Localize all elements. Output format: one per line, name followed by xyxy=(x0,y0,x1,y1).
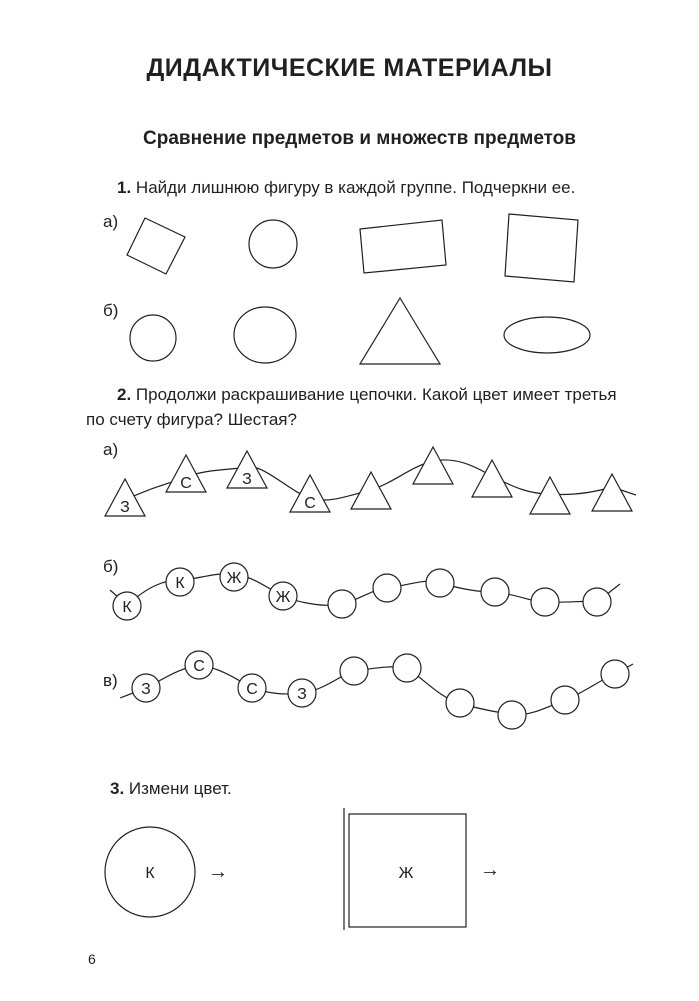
page-title: ДИДАКТИЧЕСКИЕ МАТЕРИАЛЫ xyxy=(146,54,553,82)
chain-v-item xyxy=(340,657,368,685)
task-1b-triangle-shape xyxy=(360,298,440,364)
task-2a-triangle-chain xyxy=(105,447,632,516)
chain-b-item-label: К xyxy=(175,575,185,592)
chain-b-item xyxy=(373,574,401,602)
chain-v-item xyxy=(601,660,629,688)
task-1a-rectangle-shape xyxy=(360,220,446,273)
chain-b-item xyxy=(583,588,611,616)
task-1b-circle-shape xyxy=(130,315,176,361)
chain-b-item xyxy=(426,569,454,597)
chain-a-item xyxy=(592,474,632,511)
task-1-number: 1. xyxy=(117,178,132,197)
chain-a-item-label: С xyxy=(180,475,192,492)
chain-b-item xyxy=(269,582,297,610)
task-2-label-v: в) xyxy=(103,671,118,690)
task-1a-tilted-square-shape xyxy=(127,218,185,274)
chain-b-item xyxy=(328,590,356,618)
chain-a-item xyxy=(290,475,330,512)
chain-v-item xyxy=(288,679,316,707)
task-2v-circle-chain xyxy=(132,651,629,729)
chain-v-item xyxy=(551,686,579,714)
chain-v-item xyxy=(185,651,213,679)
chain-a-item xyxy=(413,447,453,484)
task-1b-oval-shape xyxy=(234,307,296,363)
task-3-arrow-1: → xyxy=(208,861,228,883)
chain-b-item-label: Ж xyxy=(275,589,291,606)
chain-a-item-label: З xyxy=(120,499,130,516)
chain-a-item xyxy=(530,477,570,514)
chain-b-item xyxy=(531,588,559,616)
chain-v-item xyxy=(498,701,526,729)
chain-v-item xyxy=(393,654,421,682)
task-3-arrow-2: → xyxy=(480,859,500,881)
task-1-label-a: а) xyxy=(103,212,119,231)
chain-v-item xyxy=(446,689,474,717)
chain-v-item xyxy=(132,674,160,702)
chain-v-item xyxy=(238,674,266,702)
chain-b-item xyxy=(481,578,509,606)
chain-a-item xyxy=(105,479,145,516)
chain-a-item xyxy=(351,472,391,509)
chain-v-item-label: З xyxy=(297,686,307,703)
task-2-label-a: а) xyxy=(103,440,119,459)
task-2-text-line2: по счету фигура? Шестая? xyxy=(86,410,297,429)
chain-a-item xyxy=(472,460,512,497)
task-1a-circle-shape xyxy=(249,220,297,268)
task-1-text: Найди лишнюю фигуру в каждой группе. Подчеркни ее. xyxy=(135,178,576,197)
page-number: 6 xyxy=(88,951,96,967)
section-subtitle: Сравнение предметов и множеств предметов xyxy=(143,128,576,149)
chain-v-item-label: С xyxy=(246,681,258,698)
chain-v-item-label: З xyxy=(141,681,151,698)
task-3-square-letter: Ж xyxy=(398,865,414,882)
task-3-number: 3. xyxy=(110,779,125,798)
task-3-figures xyxy=(105,808,500,930)
chain-b-item-label: К xyxy=(122,599,132,616)
chain-a-item-label: С xyxy=(304,495,316,512)
chain-v-item-label: С xyxy=(193,658,205,675)
task-2-number: 2. xyxy=(117,385,132,404)
task-3-text: Измени цвет. xyxy=(128,779,232,798)
chain-a-item-label: З xyxy=(242,471,252,488)
task-2b-circle-chain xyxy=(113,563,611,620)
task-2-label-b: б) xyxy=(103,557,119,576)
task-1-label-b: б) xyxy=(103,301,119,320)
task-2-text-line1: Продолжи раскрашивание цепочки. Какой цвет имеет третья xyxy=(135,385,617,404)
task-3-circle-letter: К xyxy=(145,865,155,882)
chain-b-item xyxy=(220,563,248,591)
chain-b-item xyxy=(166,568,194,596)
chain-b-item-label: Ж xyxy=(226,570,242,587)
task-1a-square-shape xyxy=(505,214,578,282)
task-1b-flat-ellipse-shape xyxy=(504,317,590,353)
chain-b-item xyxy=(113,592,141,620)
